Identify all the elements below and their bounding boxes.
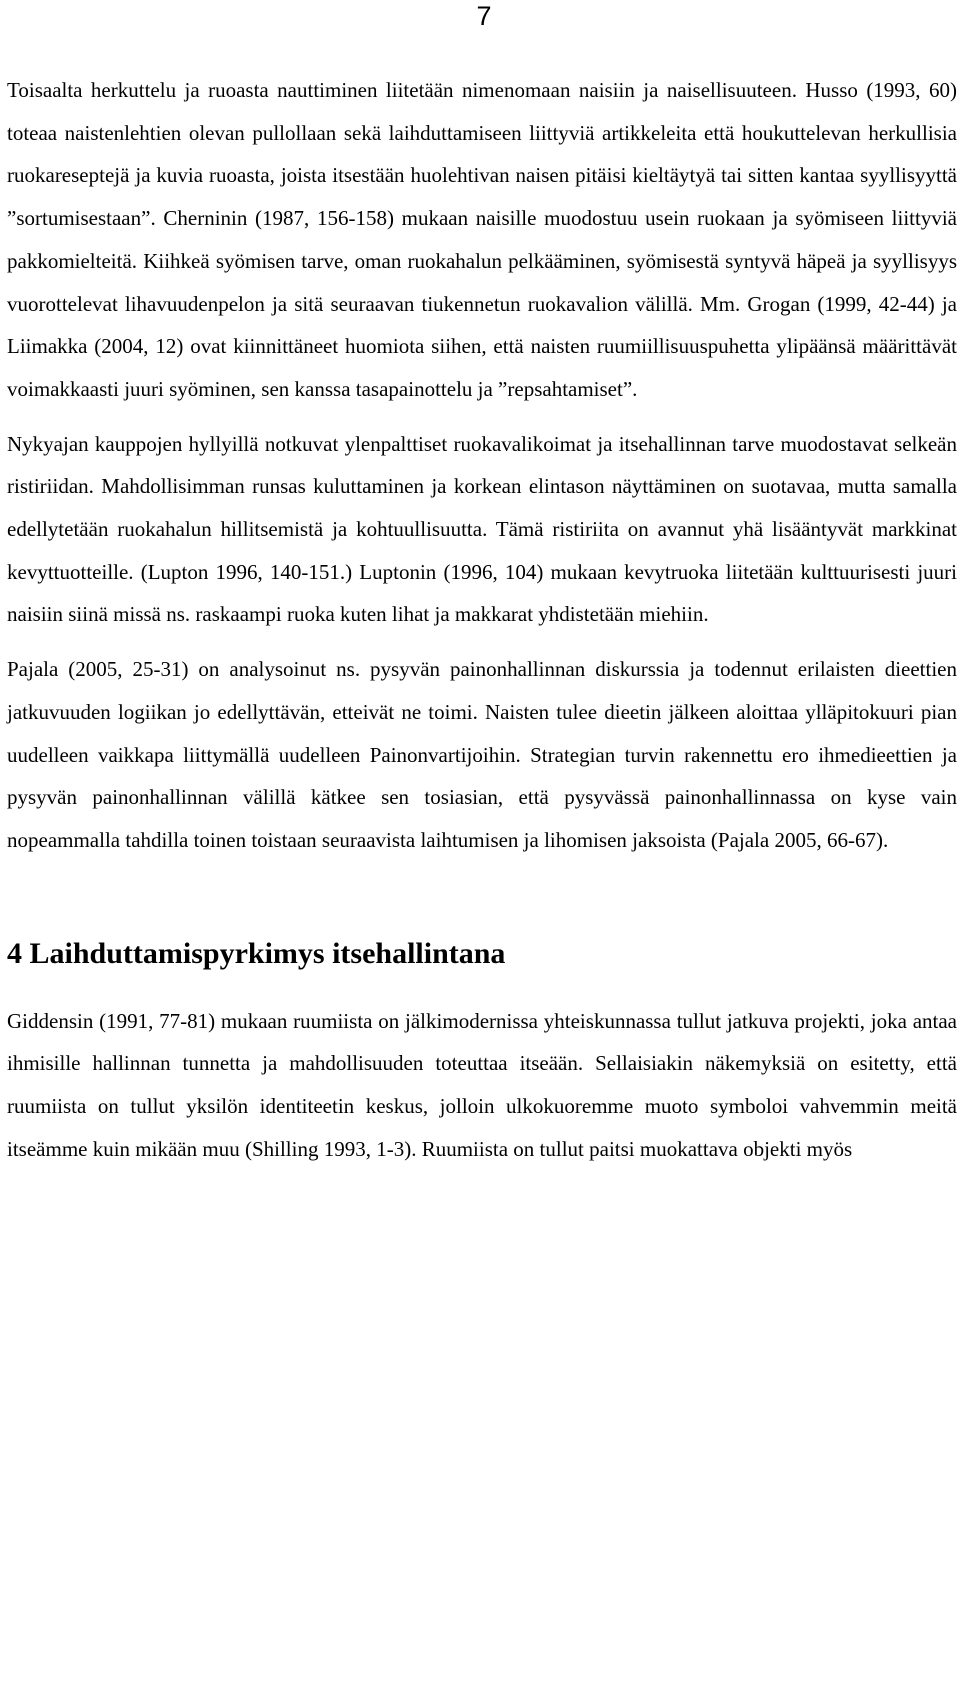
section-paragraph-1: Giddensin (1991, 77-81) mukaan ruumiista on jälkimodernissa yhteiskunnassa tullut jatkuva projekti, joka antaa ihmisille hallinnan tunnetta ja mahdollisuuden toteuttaa itseään. Sellaisiakin näkemyksiä on esitetty, että ruumiista on tullut yksilön identiteetin keskus, jolloin ulkokuoremme muoto symboloi vahvemmin meitä itseämme kuin mikään muu (Shilling 1993, 1-3). Ruumiista on tullut paitsi muokattava objekti myös [7, 1008, 957, 1161]
page-number: 7 [476, 1, 492, 31]
paragraph-3: Pajala (2005, 25-31) on analysoinut ns. pysyvän painonhallinnan diskurssia ja todennut erilaisten dieettien jatkuvuuden logiikan jo edellyttävän, etteivät ne toimi. Naisten tulee dieetin jälkeen aloittaa ylläpitokuuri pian uudelleen vaikkapa liittymällä uudelleen Painonvartijoihin. Strategian turvin rakennettu ero ihmedieettien ja pysyvän painonhallinnan välillä kätkee sen tosiasian, että pysyvässä painonhallinnassa on kyse vain nopeammalla tahdilla toinen toistaan seuraavista laihtumisen ja lihomisen jaksoista (Pajala 2005, 66-67). [7, 657, 957, 852]
paragraph-2: Nykyajan kauppojen hyllyillä notkuvat ylenpalttiset ruokavalikoimat ja itsehallinnan tarve muodostavat selkeän ristiriidan. Mahdollisimman runsas kuluttaminen ja korkean elintason näyttäminen on suotavaa, mutta samalla edellytetään ruokahalun hillitsemistä ja kohtuullisuutta. Tämä ristiriita on avannut yhä lisääntyvät markkinat kevyttuotteille. (Lupton 1996, 140-151.) Luptonin (1996, 104) mukaan kevytruoka liitetään kulttuurisesti juuri naisiin siinä missä ns. raskaampi ruoka kuten lihat ja makkarat yhdistetään miehiin. [7, 431, 957, 627]
paragraph-1: Toisaalta herkuttelu ja ruoasta nauttiminen liitetään nimenomaan naisiin ja naisellisuuteen. Husso (1993, 60) toteaa naistenlehtien olevan pullollaan sekä laihduttamiseen liittyviä artikkeleita että houkuttelevan herkullisia ruokareseptejä ja kuvia ruoasta, joista itsestään huolehtivan naisen pitäisi kieltäytyä tai sitten kantaa syyllisyyttä ”sortumisestaan”. Cherninin (1987, 156-158) mukaan naisille muodostuu usein ruokaan ja syömiseen liittyviä pakkomielteitä. Kiihkeä syömisen tarve, oman ruokahalun pelkääminen, syömisestä syntyvä häpeä ja syyllisyys vuorottelevat lihavuudenpelon ja sitä seuraavan tiukennetun ruokavalion välillä. Mm. Grogan (1999, 42-44) ja Liimakka (2004, 12) ovat kiinnittäneet huomiota siihen, että naisten ruumiillisuuspuhetta ylipäänsä määrittävät voimakkaasti juuri syöminen, sen kanssa tasapainottelu ja ”repsahtamiset”. [7, 78, 957, 401]
document-body [7, 69, 957, 1170]
section-heading: 4 Laihduttamispyrkimys itsehallintana [7, 936, 506, 970]
